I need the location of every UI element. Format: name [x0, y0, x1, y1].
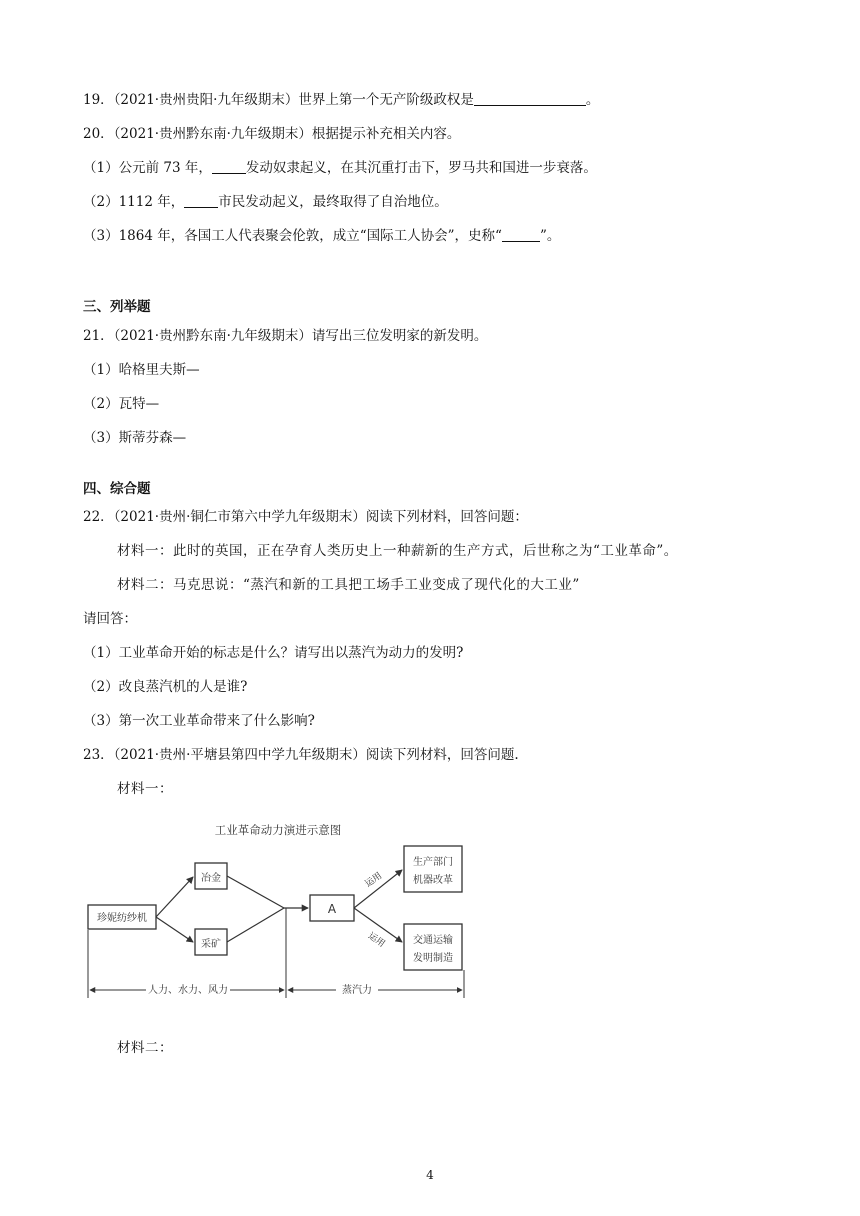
diagram-title: 工业革命动力演进示意图 — [214, 823, 342, 837]
transport-line-2: 发明制造 — [413, 953, 453, 964]
question-21-item-3: （3）斯蒂芬森— — [83, 430, 187, 446]
answer-blank[interactable] — [474, 91, 586, 106]
material-2-label: 材料二： — [117, 1040, 173, 1056]
answer-prompt: 请回答： — [83, 611, 137, 627]
answer-blank[interactable] — [502, 227, 540, 242]
question-21-item-2: （2）瓦特— — [83, 396, 160, 412]
material-1-label: 材料一： — [117, 781, 173, 797]
apply-label-lower: 运用 — [365, 931, 387, 950]
power-evolution-diagram — [86, 820, 470, 1002]
answer-blank[interactable] — [212, 159, 246, 174]
question-21-item-1: （1）哈格里夫斯— — [83, 362, 200, 378]
question-20-item-2: （2）1112 年， 市民发动起义，最终取得了自治地位。 — [83, 194, 448, 210]
question-23: 23．（2021·贵州·平塘县第四中学九年级期末）阅读下列材料，回答问题. — [83, 747, 519, 763]
material-1-text: 材料一：此时的英国，正在孕育人类历史上一种薪新的生产方式，后世称之为“工业革命”。 — [117, 543, 678, 559]
transport-line-1: 交通运输 — [413, 935, 453, 946]
question-22-item-2: （2）改良蒸汽机的人是谁? — [83, 679, 248, 695]
apply-label-upper: 运用 — [363, 871, 385, 890]
converge-line-top — [227, 876, 284, 908]
material-2-text: 材料二：马克思说：“蒸汽和新的工具把工场手工业变成了现代化的大工业” — [117, 577, 580, 593]
converge-line-bottom — [227, 908, 284, 942]
section-heading-comprehensive: 四、综合题 — [83, 481, 151, 497]
question-20-item-3: （3）1864 年，各国工人代表聚会伦敦，成立“国际工人协会”，史称“ ”。 — [83, 228, 561, 244]
production-line-1: 生产部门 — [413, 857, 453, 868]
question-22-item-3: （3）第一次工业革命带来了什么影响? — [83, 713, 315, 729]
question-21: 21．（2021·贵州黔东南·九年级期末）请写出三位发明家的新发明。 — [83, 328, 488, 344]
arrow-to-metallurgy — [156, 877, 193, 917]
answer-blank[interactable] — [184, 193, 218, 208]
page-number: 4 — [426, 1168, 434, 1182]
spinning-jenny-label: 珍妮纺纱机 — [97, 913, 147, 924]
question-20-item-1: （1）公元前 73 年， 发动奴隶起义，在其沉重打击下，罗马共和国进一步衰落。 — [83, 160, 597, 176]
question-19: 19．（2021·贵州贵阳·九年级期末）世界上第一个无产阶级政权是 。 — [83, 92, 600, 108]
question-22-item-1: （1）工业革命开始的标志是什么？请写出以蒸汽为动力的发明? — [83, 645, 464, 661]
a-label: A — [327, 902, 337, 916]
production-line-2: 机器改革 — [413, 875, 453, 886]
arrow-to-mining — [156, 917, 193, 942]
phase1-label: 人力、水力、风力 — [148, 985, 228, 996]
phase2-label: 蒸汽力 — [342, 985, 372, 996]
section-heading-listing: 三、列举题 — [83, 299, 151, 315]
question-20: 20．（2021·贵州黔东南·九年级期末）根据提示补充相关内容。 — [83, 126, 461, 142]
metallurgy-label: 冶金 — [201, 873, 221, 884]
mining-label: 采矿 — [201, 939, 221, 950]
question-22: 22．（2021·贵州·铜仁市第六中学九年级期末）阅读下列材料，回答问题： — [83, 509, 528, 525]
